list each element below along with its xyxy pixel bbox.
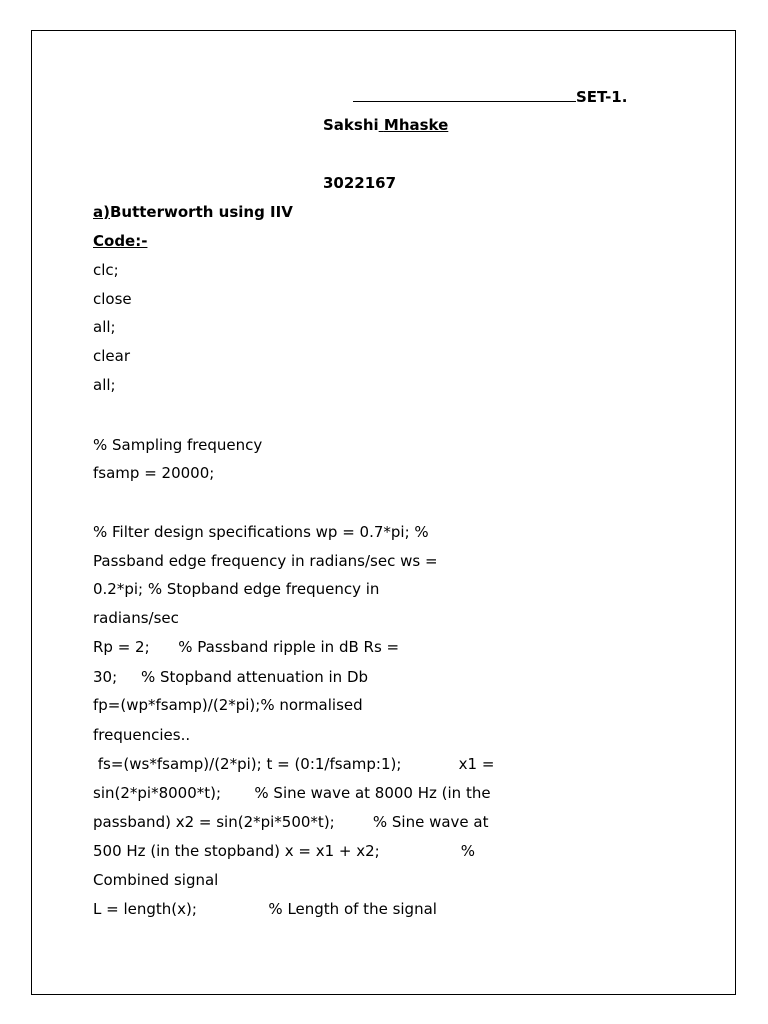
code-line: Combined signal [93,871,219,889]
code-line: 500 Hz (in the stopband) x = x1 + x2; % [93,842,476,860]
code-line: fp=(wp*fsamp)/(2*pi);% normalised [93,696,363,714]
code-line: clc; [93,261,119,279]
code-line: radians/sec [93,609,179,627]
code-line: all; [93,318,116,336]
code-line: sin(2*pi*8000*t); % Sine wave at 8000 Hz (in the [93,784,491,802]
code-line: all; [93,376,116,394]
code-line: 0.2*pi; % Stopband edge frequency in [93,580,380,598]
student-last-name: Mhaske [383,116,449,134]
code-line: Rp = 2; % Passband ripple in dB Rs = [93,638,400,656]
code-line: fs=(ws*fsamp)/(2*pi); t = (0:1/fsamp:1); x1 = [93,755,495,773]
code-line: Passband edge frequency in radians/sec ws = [93,552,438,570]
code-label: Code:- [93,232,148,250]
section-title: Butterworth using IIV [109,203,293,221]
set-label: SET-1. [576,88,628,106]
code-line: 30; % Stopband attenuation in Db [93,668,369,686]
code-line: passband) x2 = sin(2*pi*500*t); % Sine wave at [93,813,489,831]
roll-number: 3022167 [323,174,397,192]
student-name [323,116,448,134]
code-line: % Filter design specifications wp = 0.7*pi; % [93,523,429,541]
code-line: L = length(x); % Length of the signal [93,900,437,918]
student-first-name: Sakshi [323,116,379,134]
code-line: frequencies.. [93,726,191,744]
section-prefix: a) [93,203,110,221]
set-underline-rule [353,87,576,102]
section-heading [93,203,293,221]
code-line: % Sampling frequency [93,436,263,454]
code-line: fsamp = 20000; [93,464,215,482]
code-line: close [93,290,132,308]
set-heading [353,87,627,106]
code-line: clear [93,347,131,365]
